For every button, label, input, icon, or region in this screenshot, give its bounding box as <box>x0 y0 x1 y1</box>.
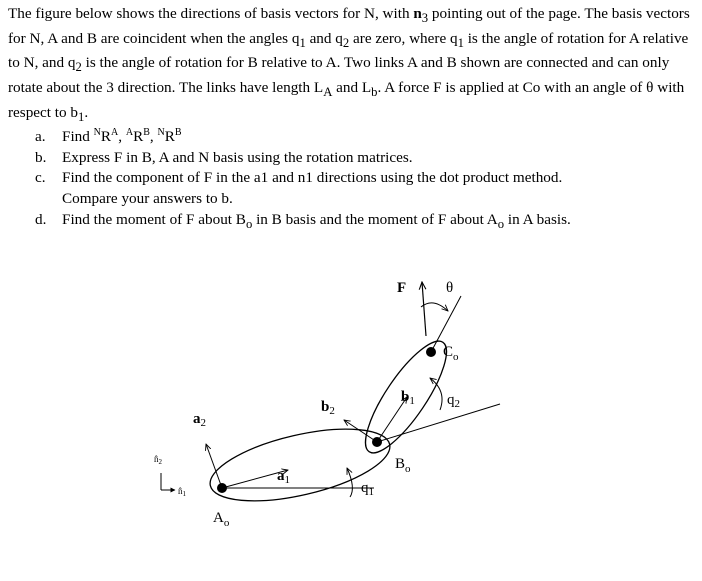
rot-R-2: R <box>133 128 144 146</box>
q1-subscript-2: 1 <box>457 35 464 50</box>
label-b2: $b_2$ <box>321 399 335 417</box>
intro-text-5: is the angle of rotation for A relative to N, and q <box>8 29 689 72</box>
label-b1: $b_1$ <box>401 389 415 407</box>
sep-2: , <box>149 128 158 146</box>
bo-subscript: o <box>245 216 253 231</box>
sup-A-1: A <box>111 127 119 139</box>
question-a-marker: a. <box>35 128 46 146</box>
label-q2: $q_2$ <box>447 392 460 410</box>
a2-axis <box>206 444 222 488</box>
sup-B-1: B <box>143 127 150 139</box>
question-d-text-3: in A basis. <box>504 210 571 228</box>
question-d-marker: d. <box>35 210 47 228</box>
n3-subscript: 3 <box>421 11 429 26</box>
ao-subscript: o <box>497 216 505 231</box>
rot-R-3: R <box>164 128 175 146</box>
question-d-text-2: in B basis and the moment of F about A <box>252 210 498 228</box>
label-a1: $a_1$ <box>277 468 290 486</box>
intro-text-2: pointing out of the page. The basis vectors for N, A and B are coincident when the angles q <box>8 5 690 47</box>
label-q1: $q_1$ <box>361 480 374 498</box>
intro-text-8: . A force F is applied at Co with an angle of θ with respect to b <box>8 78 685 121</box>
label-a2: $a_2$ <box>193 411 206 429</box>
intro-text-7: and L <box>332 78 372 96</box>
sep-1: , <box>118 128 126 146</box>
label-f: F <box>397 280 407 296</box>
sup-B-2: B <box>174 127 182 139</box>
question-b-text: Express F in B, A and N basis using the rotation matrices. <box>62 148 413 166</box>
sup-A-2: A <box>125 127 134 139</box>
label-n1: $n̂_1$ <box>178 486 186 498</box>
n3-symbol: n <box>413 5 422 22</box>
question-c-marker: c. <box>35 169 46 187</box>
label-bo: $B_o$ <box>395 456 411 475</box>
q2-subscript-2: 2 <box>75 60 82 75</box>
intro-text-1: The figure below shows the directions of basis vectors for N, with <box>8 5 414 22</box>
label-theta: θ <box>446 280 454 296</box>
intro-text-6: is the angle of rotation for B relative to A. Two links A and B shown are connected and can only rotate about the 3 direction. The links have length L <box>8 54 670 96</box>
lb-subscript: b <box>371 84 378 99</box>
question-c-text: Find the component of F in the a1 and n1 directions using the dot product method. <box>62 169 563 187</box>
intro-text-3: and q <box>305 29 343 47</box>
question-d-text-1: Find the moment of F about B <box>62 210 246 228</box>
b1-subscript: 1 <box>78 109 85 124</box>
intro-text-4: are zero, where q <box>349 29 458 47</box>
rot-R-1: R <box>100 128 112 146</box>
b2-axis <box>344 420 377 442</box>
label-co: $C_o$ <box>443 344 459 363</box>
sup-N-2: N <box>157 127 165 139</box>
q1-subscript: 1 <box>299 35 306 50</box>
question-b-marker: b. <box>35 148 47 166</box>
force-f-arrow <box>422 282 426 336</box>
a1-extension-line <box>377 404 500 442</box>
question-a-text: Find <box>62 128 94 146</box>
sup-N-1: N <box>93 127 101 139</box>
theta-arc <box>421 303 448 311</box>
q1-arc <box>347 468 352 497</box>
question-c-continuation: Compare your answers to b. <box>62 189 233 207</box>
q2-subscript: 2 <box>342 35 350 50</box>
label-n2: $n̂_2$ <box>154 454 162 466</box>
la-subscript: A <box>323 84 333 99</box>
label-ao: $A_o$ <box>213 510 230 529</box>
intro-text-9: . <box>84 103 89 121</box>
